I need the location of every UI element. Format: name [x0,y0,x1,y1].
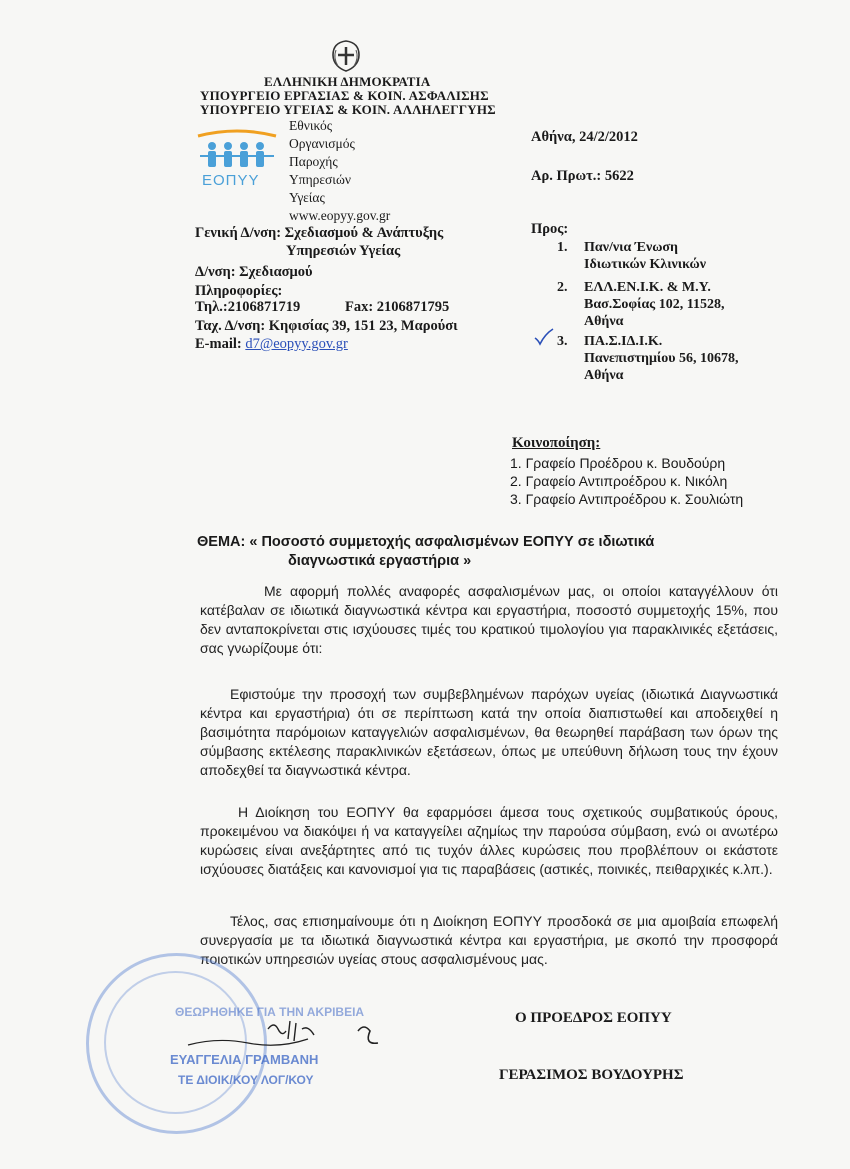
org-website: www.eopyy.gov.gr [289,208,391,223]
body-paragraph-4: Τέλος, σας επισημαίνουμε ότι η Διοίκηση ΕΟΠΥΥ προσδοκά σε μια αμοιβαία επωφελή συνεργασία με τα ιδιωτικά διαγνωστικά κέντρα και εργαστήρια, με σκοπό την προσφορά ποιοτικών υπηρεσιών υγείας στους ασφαλισμένους μας. [200,913,778,967]
recipient-line: Ιδιωτικών Κλινικών [584,257,707,272]
org-line: Παροχής [289,154,338,169]
recipient-3 [557,333,739,384]
recipient-line: Βασ.Σοφίας 102, 11528, [584,297,725,312]
telephone: Τηλ.:2106871719 [195,299,301,315]
stamp-officer-name: ΕΥΑΓΓΕΛΙΑ ΓΡΑΜΒΑΝΗ [170,1052,319,1067]
org-line: Υγείας [289,190,325,205]
org-line: Υπηρεσιών [289,172,351,187]
eopyy-logo [194,128,280,190]
recipient-2 [557,279,724,330]
cc-item: 3. Γραφείο Αντιπροέδρου κ. Σουλιώτη [510,491,744,507]
ministry-health-heading: ΥΠΟΥΡΓΕΙΟ ΥΓΕΙΑΣ & ΚΟΙΝ. ΑΛΛΗΛΕΓΓΥΗΣ [200,102,496,117]
protocol-number: Αρ. Πρωτ.: 5622 [531,168,634,184]
recipient-line: Πανεπιστημίου 56, 10678, [584,351,739,366]
cc-label: Κοινοποίηση: [512,435,601,451]
signatory-title: Ο ΠΡΟΕΔΡΟΣ ΕΟΠΥΥ [515,1010,672,1026]
email-row [195,336,348,353]
recipient-line: Παν/νια Ένωση [584,240,678,255]
stamp-officer-role: ΤΕ ΔΙΟΙΚ/ΚΟΥ ΛΟΓ/ΚΟΥ [178,1073,314,1087]
subject-line-cont: διαγνωστικά εργαστήρια » [288,553,472,569]
postal-address: Ταχ. Δ/νση: Κηφισίας 39, 151 23, Μαρούσι [195,318,458,334]
document-date: Αθήνα, 24/2/2012 [531,129,638,145]
signatory-name: ΓΕΡΑΣΙΜΟΣ ΒΟΥΔΟΥΡΗΣ [499,1067,684,1083]
ministry-labour-heading: ΥΠΟΥΡΓΕΙΟ ΕΡΓΑΣΙΑΣ & ΚΟΙΝ. ΑΣΦΑΛΙΣΗΣ [200,88,489,103]
coat-of-arms-icon [328,38,364,74]
stamp-certified-text: ΘΕΩΡΗΘΗΚΕ ΓΙΑ ΤΗΝ ΑΚΡΙΒΕΙΑ [175,1005,365,1019]
cc-item: 1. Γραφείο Προέδρου κ. Βουδούρη [510,455,726,471]
org-line: Εθνικός [289,118,333,133]
recipient-1 [557,239,706,273]
handwritten-check-icon [533,328,555,346]
recipient-line: Αθήνα [584,368,624,383]
recipient-line: Αθήνα [584,314,624,329]
organisation-name [289,117,390,225]
body-paragraph-2: Εφιστούμε την προσοχή των συμβεβλημένων παρόχων υγείας (ιδιωτικά Διαγνωστικά κέντρα και εργαστήρια) ότι σε περίπτωση κατά την οποία διαπιστωθεί και αποδειχθεί η βασιμότητα παρόμοιων καταγγελιών ασφαλισμένων, θα θεωρηθεί παράβαση των όρων της σύμβασης εκτέλεσης παρακλινικών εξετάσεων, όπως με υπεύθυνη δήλωση τους την έχουν αποδεχθεί τα διαγνωστικά κέντρα. [200,686,778,778]
recipients-label: Προς: [531,221,569,237]
org-line: Οργανισμός [289,136,355,151]
body-paragraph-1: Με αφορμή πολλές αναφορές ασφαλισμένων μας, οι οποίοι καταγγέλλουν ότι κατέβαλαν σε ιδιωτικά διαγνωστικά κέντρα και εργαστήρια, ποσοστό συμμετοχής 15%, που δεν ανταποκρίνεται στις ισχύουσες τιμές του κρατικού τιμολογίου για παρακλινικές εξετάσεις, σας γνωρίζουμε ότι: [200,583,778,656]
general-directorate: Γενική Δ/νση: Σχεδιασμού & Ανάπτυξης [195,225,444,241]
recipient-line: ΠΑ.Σ.ΙΔ.Ι.Κ. [584,334,663,349]
recipient-line: ΕΛΛ.ΕΝ.Ι.Κ. & Μ.Υ. [584,280,711,295]
fax: Fax: 2106871795 [345,299,450,315]
body-paragraph-3: Η Διοίκηση του ΕΟΠΥΥ θα εφαρμόσει άμεσα τους σχετικούς συμβατικούς όρους, προκειμένου να διακόψει ή να καταγγείλει αζημίως την παρούσα σύμβαση, ενώ οι ανωτέρω κυρώσεις είναι ανεξάρτητες από τις τυχόν άλλες κυρώσεις που προβλέπουν οι εκάστοτε ισχύουσες διατάξεις και κανονισμοί για τις παραβάσεις (αστικές, ποινικές, πειθαρχικές κ.λπ.). [200,804,778,877]
info-label: Πληροφορίες: [195,283,283,299]
cc-item: 2. Γραφείο Αντιπροέδρου κ. Νικόλη [510,473,728,489]
recipient-number: 2. [557,280,568,295]
eopyy-logo-text: ΕΟΠΥΥ [202,172,260,189]
recipient-number: 3. [557,334,568,349]
subject-line: ΘΕΜΑ: « Ποσοστό συμμετοχής ασφαλισμένων ΕΟΠΥΥ σε ιδιωτικά [197,534,655,550]
republic-heading: ΕΛΛΗΝΙΚΗ ΔΗΜΟΚΡΑΤΙΑ [264,74,431,89]
department: Δ/νση: Σχεδιασμού [195,264,313,280]
recipient-number: 1. [557,240,568,255]
email-label: E-mail: [195,336,242,352]
general-directorate-cont: Υπηρεσιών Υγείας [286,243,401,259]
handwritten-signature [178,1015,398,1055]
email-link[interactable]: d7@eopyy.gov.gr [245,336,348,352]
